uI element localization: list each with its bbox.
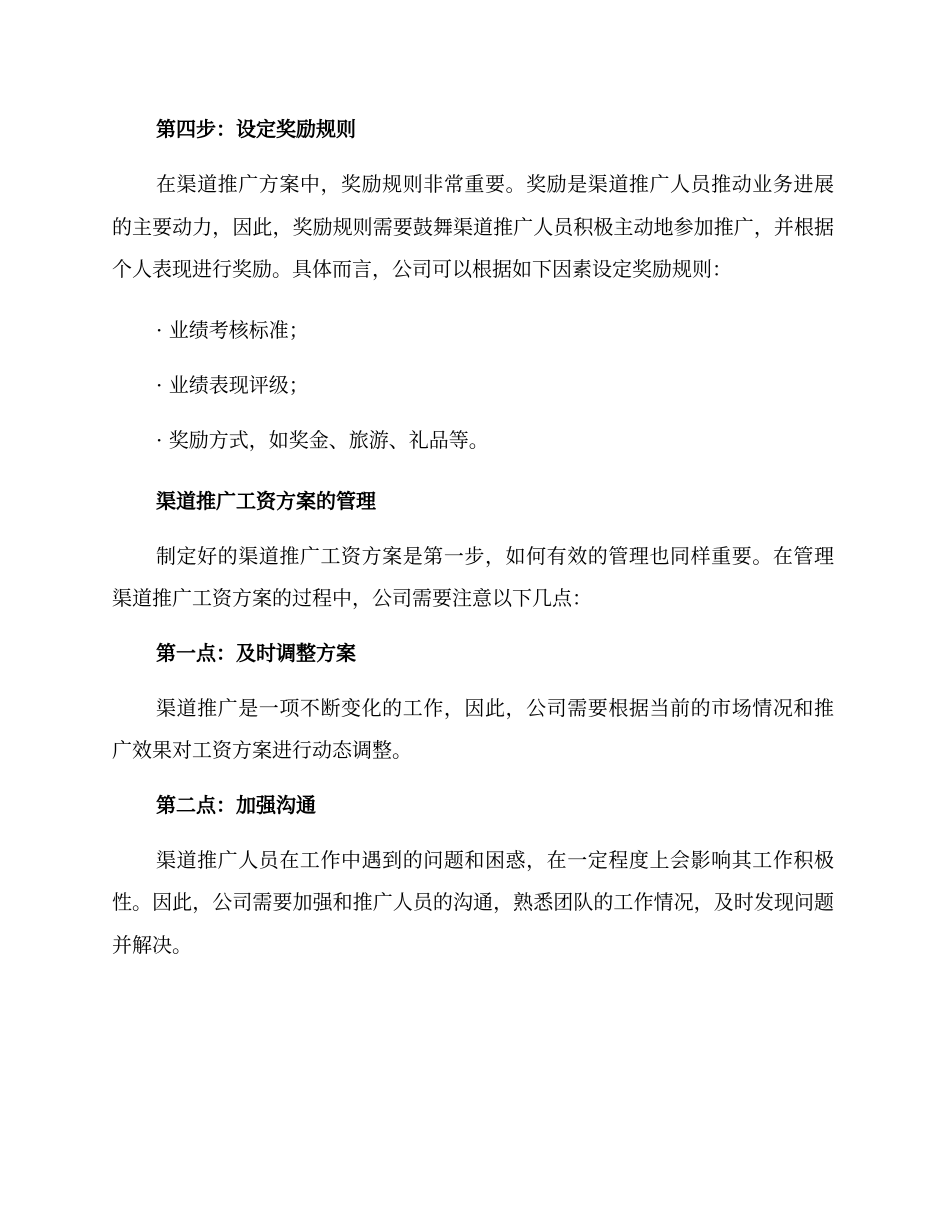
list-item: · 业绩考核标准；: [156, 317, 309, 342]
paragraph-adjust-plan: 渠道推广是一项不断变化的工作，因此，公司需要根据当前的市场情况和推广效果对工资方案进行动态调整。: [112, 695, 834, 762]
section-heading-adjust-plan: 第一点：及时调整方案: [156, 640, 356, 665]
section-heading-communication: 第二点：加强沟通: [156, 792, 316, 817]
paragraph-communication: 渠道推广人员在工作中遇到的问题和困惑，在一定程度上会影响其工作积极性。因此，公司需要加强和推广人员的沟通，熟悉团队的工作情况，及时发现问题并解决。: [112, 847, 834, 957]
section-heading-reward-rules: 第四步：设定奖励规则: [156, 117, 356, 141]
list-item: · 奖励方式，如奖金、旅游、礼品等。: [156, 427, 489, 452]
list-item: · 业绩表现评级；: [156, 372, 309, 397]
section-heading-salary-management: 渠道推广工资方案的管理: [156, 488, 376, 513]
paragraph-reward-rules: 在渠道推广方案中，奖励规则非常重要。奖励是渠道推广人员推动业务进展的主要动力，因此，奖励规则需要鼓舞渠道推广人员积极主动地参加推广，并根据个人表现进行奖励。具体而言，公司可以根据如下因素设定奖励规则：: [112, 172, 834, 281]
paragraph-salary-management: 制定好的渠道推广工资方案是第一步，如何有效的管理也同样重要。在管理渠道推广工资方案的过程中，公司需要注意以下几点：: [112, 543, 834, 610]
document-body: [112, 108, 834, 966]
